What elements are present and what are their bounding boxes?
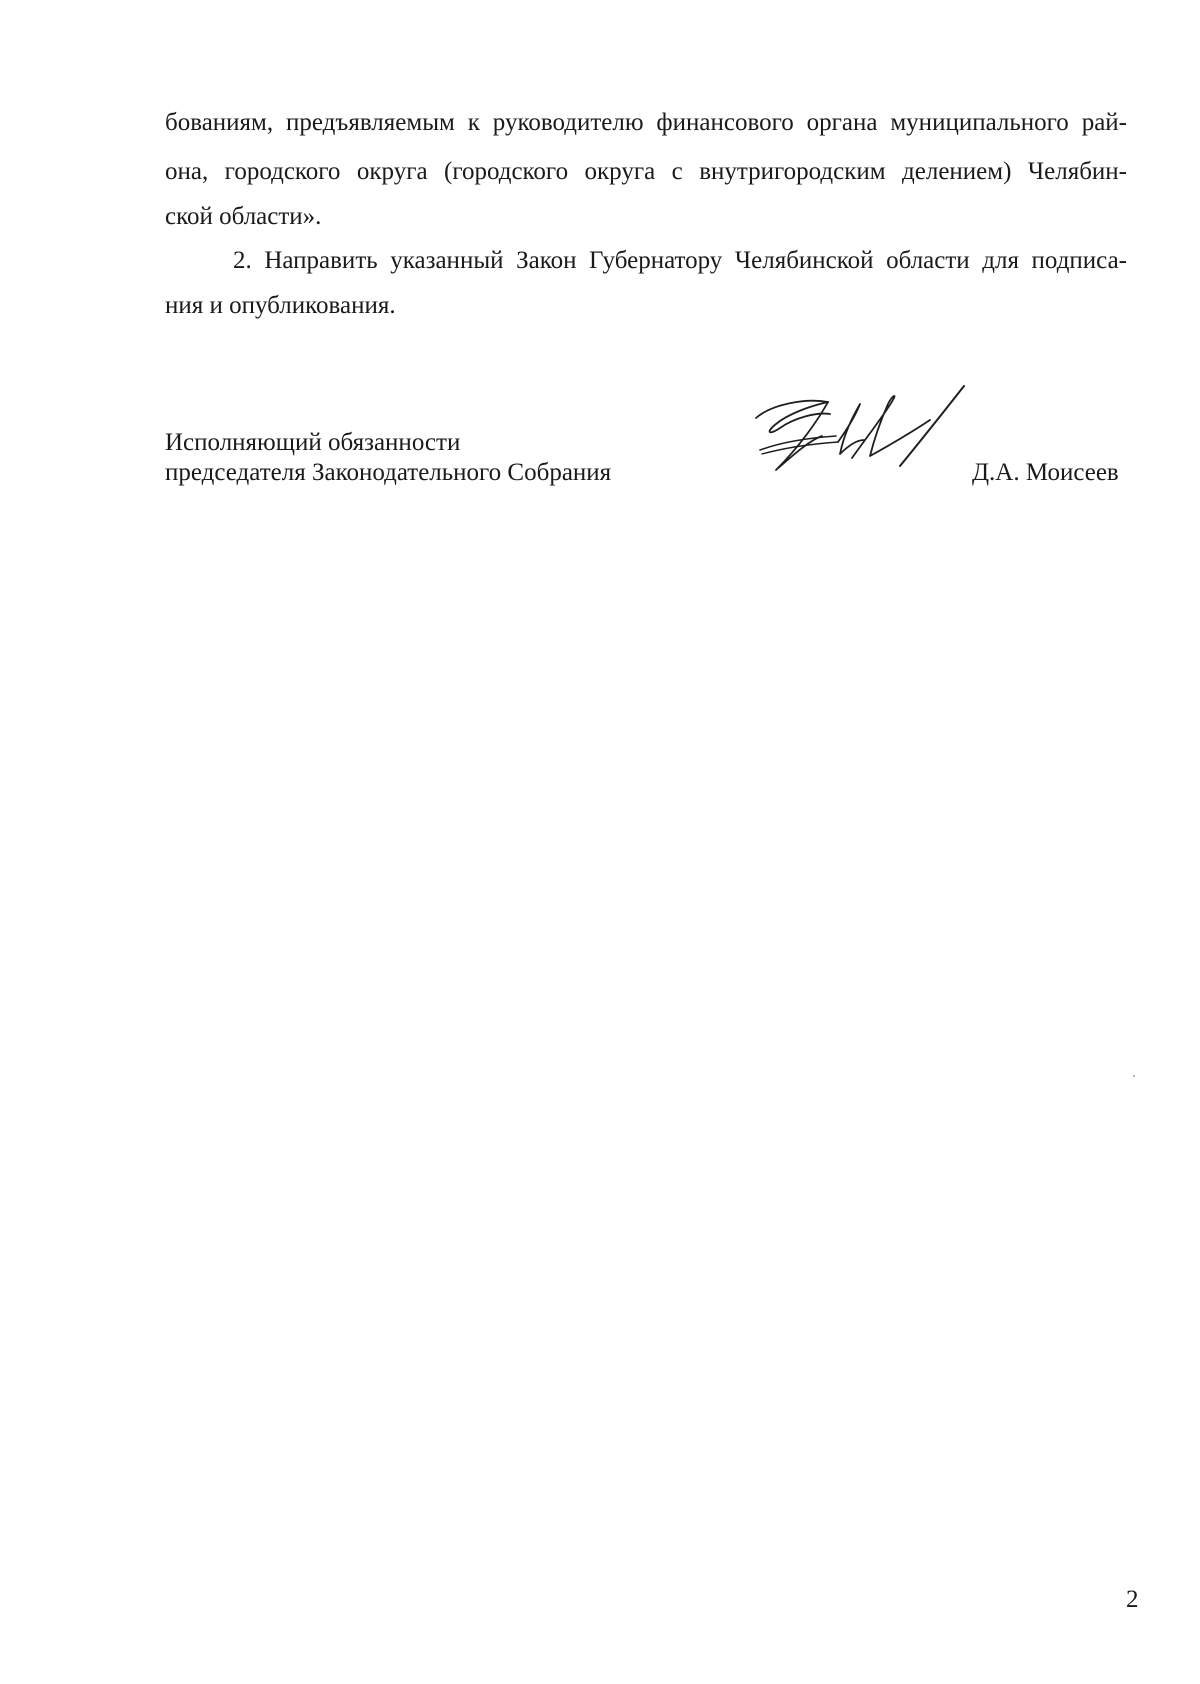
paragraph-1-line-3: ской области».	[165, 203, 322, 230]
scan-speck	[1133, 1075, 1135, 1077]
page-number: 2	[1126, 1586, 1139, 1613]
paragraph-2-line-1: 2. Направить указанный Закон Губернатору Челябинской области для подписа-	[233, 247, 1127, 274]
signatory-name: Д.А. Моисеев	[972, 459, 1119, 486]
paragraph-1-line-2: она, городского округа (городского округа с внутригородским делением) Челябин-	[165, 158, 1127, 185]
signatory-position-line-1: Исполняющий обязанности	[165, 429, 461, 456]
paragraph-1-line-1: бованиям, предъявляемым к руководителю финансового органа муниципального рай-	[165, 109, 1127, 136]
paragraph-2-line-2: ния и опубликования.	[165, 292, 396, 319]
handwritten-signature	[748, 384, 998, 484]
signatory-position-line-2: председателя Законодательного Собрания	[165, 459, 612, 486]
